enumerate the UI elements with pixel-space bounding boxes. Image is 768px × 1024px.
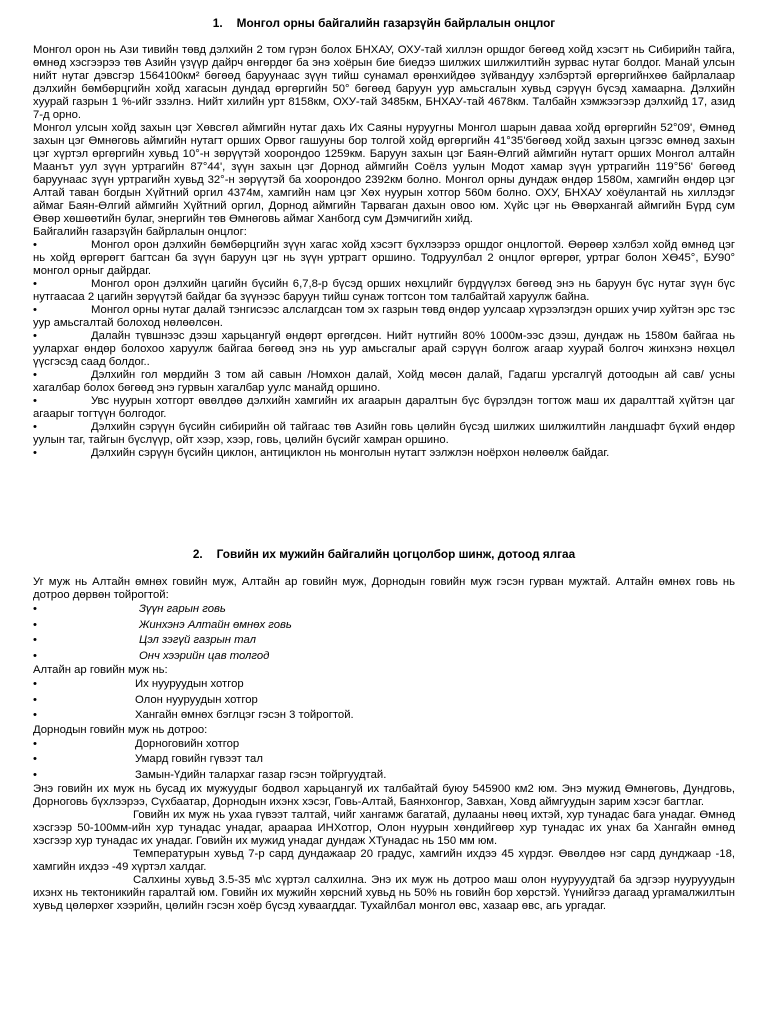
section-2-label-2: Алтайн ар говийн муж нь: <box>33 664 168 676</box>
bullet-icon: • <box>33 709 37 721</box>
list-item <box>33 633 735 649</box>
paragraph-text: Говийн их муж нь ухаа гүвээт талтай, чийг хангамж багатай, дулааны нөөц ихтэй, хур тунадас бага унадаг. Өмнөд хэсгээр 50-100мм-ийн хур тунадас унадаг, араараа ИНХотгор, Олон нуурын хөндийгөөр хур тунадас их унах ба Хангайн өмнөд хэсгээр хур тунадас их унадаг. Говийн их мужид унадаг дундаж ХТунадас нь 150 мм юм. <box>33 809 735 847</box>
list-item <box>33 421 735 447</box>
tribe-list-2 <box>33 677 735 724</box>
bullet-icon: • <box>33 693 37 706</box>
list-item-text: Дэлхийн сэрүүн бүсийн циклон, антициклон нь монголын нутагт ээлжлэн ноёрхон нөлөөлж байдаг. <box>91 447 610 459</box>
section-2-title: Говийн их мужийн байгалийн цогцолбор шинж, дотоод ялгаа <box>216 547 576 561</box>
list-item <box>33 677 735 693</box>
list-item <box>33 618 735 634</box>
list-item <box>33 752 735 768</box>
paragraph-text: Температурын хувьд 7-р сард дундажаар 20 градус, хамгийн ихдээ 45 хүрдэг. Өвөлдөө нэг сард дунджаар -18, хамгийн ихдээ -49 хүртэл халдаг. <box>33 848 735 873</box>
tribe-list-1 <box>33 602 735 664</box>
list-item <box>33 708 735 724</box>
bullet-icon: • <box>33 649 37 662</box>
section-2-paragraph-3 <box>33 848 735 874</box>
section-2-number: 2. <box>192 547 203 561</box>
bullet-icon: • <box>33 737 37 750</box>
list-item-text: Дэлхийн сэрүүн бүсийн сибирийн ой тайгаас төв Азийн говь цөлийн бүсэд шилжих шилжилтийн ландшафт бүхий өндөр уулын таг, тайгын бүслүүр, ойт хээр, хээр, говь, цөлийн бүсийг хамран оршино. <box>33 421 735 446</box>
list-item-text: Увс нуурын хотгорт өвөлдөө дэлхийн хамгийн их агаарын даралтын бүс бүрэлдэн тогтож маш их даралттай хүйтэн цаг агаарыг тогтүүн болгодог. <box>33 395 735 420</box>
paragraph-text: Салхины хувьд 3.5-35 м\с хүртэл салхилна. Энэ их муж нь дотроо маш олон нуурууудтай ба эдгээр нуурууудын ихэнх нь тектоникийн гаралтай юм. Говийн их мужийн хөрсний хувьд нь 50% нь говийн бор хөрстэй. Үүнийгээ дагаад ургамалжилтын хувьд цөлөрхөг хээрийн, цөлийн гэсэн хоёр бүсэд хуваагддаг. Тухайлбал монгол өвс, хазаар өвс, агь ургадаг. <box>33 874 735 912</box>
list-item-text: Монгол орон дэлхийн цагийн бүсийн 6,7,8-р бүсэд орших нөхцлийг бүрдүүлэх бөгөөд энэ нь баруун бүс нутаг зүүн бүс нутгаасаа 2 цагийн зөрүүтэй байдаг ба зүүнээс баруун тийш сунаж тогтсон том талбайтай харуулж байна. <box>33 278 735 303</box>
list-item-text: Умард говийн гүвээт тал <box>135 753 263 765</box>
section-1-paragraph-2: Монгол улсын хойд захын цэг Хөвсгөл аймгийн нутаг дахь Их Саяны нуруугны Монгол шарын даваа хойд өргөргийн 52°09', Өмнөд захын цэг Өмнөговь аймгийн нутагт орших Орвог гашууны бор толгой хойд өргөргийн 41°35'бөгөөд хойд захын цэгээс өмнөд захын цэг хүртэл өргөргийн хувьд 10°-н зөрүүтэй хоорондоо 1259км. Баруун захын цэг Баян-Өлгий аймгийн нутагт орших Монгол алтайн Маанът уул зүүн уртрагийн 87°44', зүүн захын цэг Дорнод аймгийн Соёлз уулын Модот хамар зүүн уртрагийн 119°56' бөгөөд баруунаас зүүн уртрагийн хувьд 32°-н зөрүүтэй ба хоорондоо 2392км болно. Монгол орны дундаж өндөр 1580м, хамгийн өндөр цэг Алтай таван богдын Хүйтний оргил 4374м, хамгийн нам цэг Хөх нуурын хотгор 560м болно. ОХУ, БНХАУ хоёулантай нь хиллэдэг аймаг Баян-Өлгий аймгийн Хүйтний оргил, Дорнод аймгийн Тарваган дахын овоо юм. Хүйс цэг нь Өвөрхангай аймгийн Бүрд сум Өвөр хөшөөтийн булаг, энергийн төв Өмнөговь аймаг Ханбогд сум Дэмчигийн хийд. <box>33 122 735 225</box>
bullet-icon: • <box>33 369 37 381</box>
list-item <box>33 649 735 665</box>
list-item <box>33 330 735 369</box>
list-item <box>33 447 735 460</box>
section-1-title: Монгол орны байгалийн газарзүйн байрлалын онцлог <box>236 16 556 30</box>
section-1-number: 1. <box>212 16 223 30</box>
list-item-text: Цэл зэгүй газрын тал <box>139 634 256 646</box>
bullet-icon: • <box>33 278 37 290</box>
bullet-icon: • <box>33 421 37 433</box>
section-2-intro: Уг муж нь Алтайн өмнөх говийн муж, Алтайн ар говийн муж, Дорнодын говийн муж гэсэн гурван мужтай. Алтайн өмнөх говь нь дотроо дөрвөн тойрогтой: <box>33 576 735 601</box>
list-item-text: Далайн түвшнээс дээш харьцангуй өндөрт өргөгдсөн. Нийт нутгийн 80% 1000м-ээс дээш, дундаж нь 1580м байгаа нь уулархаг өндөр болохоо харуулж байгаа бөгөөд энэ нь уур амьсгалыг арай сэрүүн болгож агаар хуурай болгоч жинхэнэ нөхцөл үүсгэсэд саад болдог.. <box>33 330 735 368</box>
section-2-paragraph-2 <box>33 809 735 848</box>
list-item-text: Жинхэнэ Алтайн өмнөх говь <box>139 618 292 631</box>
list-item-text: Дорноговийн хотгор <box>135 737 240 750</box>
list-item <box>33 369 735 395</box>
bullet-icon: • <box>33 603 37 615</box>
list-item-text: Онч хээрийн цав толгод <box>139 649 270 662</box>
bullet-icon: • <box>33 239 37 251</box>
list-item <box>33 395 735 421</box>
section-1-paragraph-3: Байгалийн газарзүйн байрлалын онцлог: <box>33 226 247 238</box>
tribe-list-3 <box>33 737 735 784</box>
section-2-label-3: Дорнодын говийн муж нь дотроо: <box>33 723 208 736</box>
section-1-paragraph-1: Монгол орон нь Ази тивийн төвд дэлхийн 2 том гүрэн болох БНХАУ, ОХУ-тай хиллэн оршдог бөгөөд хойд хэсэгт нь Сибирийн тайга, өмнөд хэсгээрээ төв Азийн үзүүр дайрч өнгөрдөг ба энэ хоёрын бие биедээ шилжих шилжилтийн зурвас нутаг болдог. Манай улсын нийт нутаг дэвсгэр 1564100км² бөгөөд баруунаас зүүн тийш сунамал өрөнхийдөө зүйвандуу хэлбэртэй өргөргийнхөө байрлалаар дэлхийн бөмбөрцгийн хойд хагасын дундад өргөргийн 50° бөгөөд баруун уур амьсгалын хувьд сэрүүн бүсэд хамаарна. Дэлхийн хуурай газрын 1 %-ийг эзэлнэ. Нийт хилийн урт 8158км, ОХУ-тай 3485км, БНХАУ-тай 4678км. Талбайн хэмжээгээр дэлхийд 17, азид 7-д орно. <box>33 44 735 121</box>
bullet-icon: • <box>33 678 37 690</box>
bullet-icon: • <box>33 447 37 459</box>
list-item <box>33 304 735 330</box>
list-item-text: Олон нууруудын хотгор <box>135 693 258 706</box>
section-2-paragraph-4 <box>33 874 735 913</box>
list-item <box>33 737 735 753</box>
section-2-heading <box>0 547 768 561</box>
list-item-text: Монгол орон дэлхийн бөмбөрцгийн зүүн хагас хойд хэсэгт бүхлээрээ оршдог онцлогтой. Өөрөөр хэлбэл хойд өмнөд цэг нь хойд өргөрөгт багтсан ба зүүн баруун цэг нь зүүн уртрагт оршино. Тодруулбал 2 онцлог өргөрөг, уртраг болон ХӨ45°, БУ90° монгол орныг дайрдаг. <box>33 239 735 277</box>
list-item <box>33 602 735 618</box>
bullet-icon: • <box>33 753 37 765</box>
section-2-paragraph-1: Энэ говийн их муж нь бусад их мужуудыг бодвол харьцангуй их талбайтай буюу 545900 км2 юм. Энэ мужид Өмнөговь, Дундговь, Дорноговь бүхлээрээ, Сүхбаатар, Дорнодын ихэнх хэсэг, Говь-Алтай, Баянхонгор, Завхан, Ховд аймгуудын зарим хэсэг багтлаг. <box>33 783 735 808</box>
bullet-icon: • <box>33 618 37 631</box>
bullet-icon: • <box>33 395 37 407</box>
bullet-icon: • <box>33 634 37 646</box>
list-item <box>33 278 735 304</box>
bullet-icon: • <box>33 768 37 781</box>
list-item-text: Их нууруудын хотгор <box>135 678 244 690</box>
bullet-icon: • <box>33 304 37 316</box>
list-item <box>33 768 735 784</box>
section-1-heading <box>0 16 768 30</box>
list-item-text: Хангайн өмнөх бэглцэг гэсэн 3 тойрогтой. <box>135 709 354 721</box>
list-item-text: Монгол орны нутаг далай тэнгисээс алслагдсан том эх газрын төвд өндөр уулсаар хүрээлэгдэн орших учир хуйтэн эрс тэс уур амьсгалтай болоход нөлөөлсөн. <box>33 304 735 329</box>
list-item <box>33 239 735 278</box>
list-item <box>33 693 735 709</box>
list-item-text: Дэлхийн гол мөрдийн 3 том ай савын /Номхон далай, Хойд мөсөн далай, Гадагш урсгалгүй дотоодын ай сав/ усны хагалбар болох бөгөөд энэ гурвын хагалбар уулс манайд оршино. <box>33 369 735 394</box>
list-item-text: Зүүн гарын говь <box>139 603 226 615</box>
bullet-icon: • <box>33 330 37 342</box>
list-item-text: Замын-Үдийн талархаг газар гэсэн тойргуудтай. <box>135 768 387 781</box>
